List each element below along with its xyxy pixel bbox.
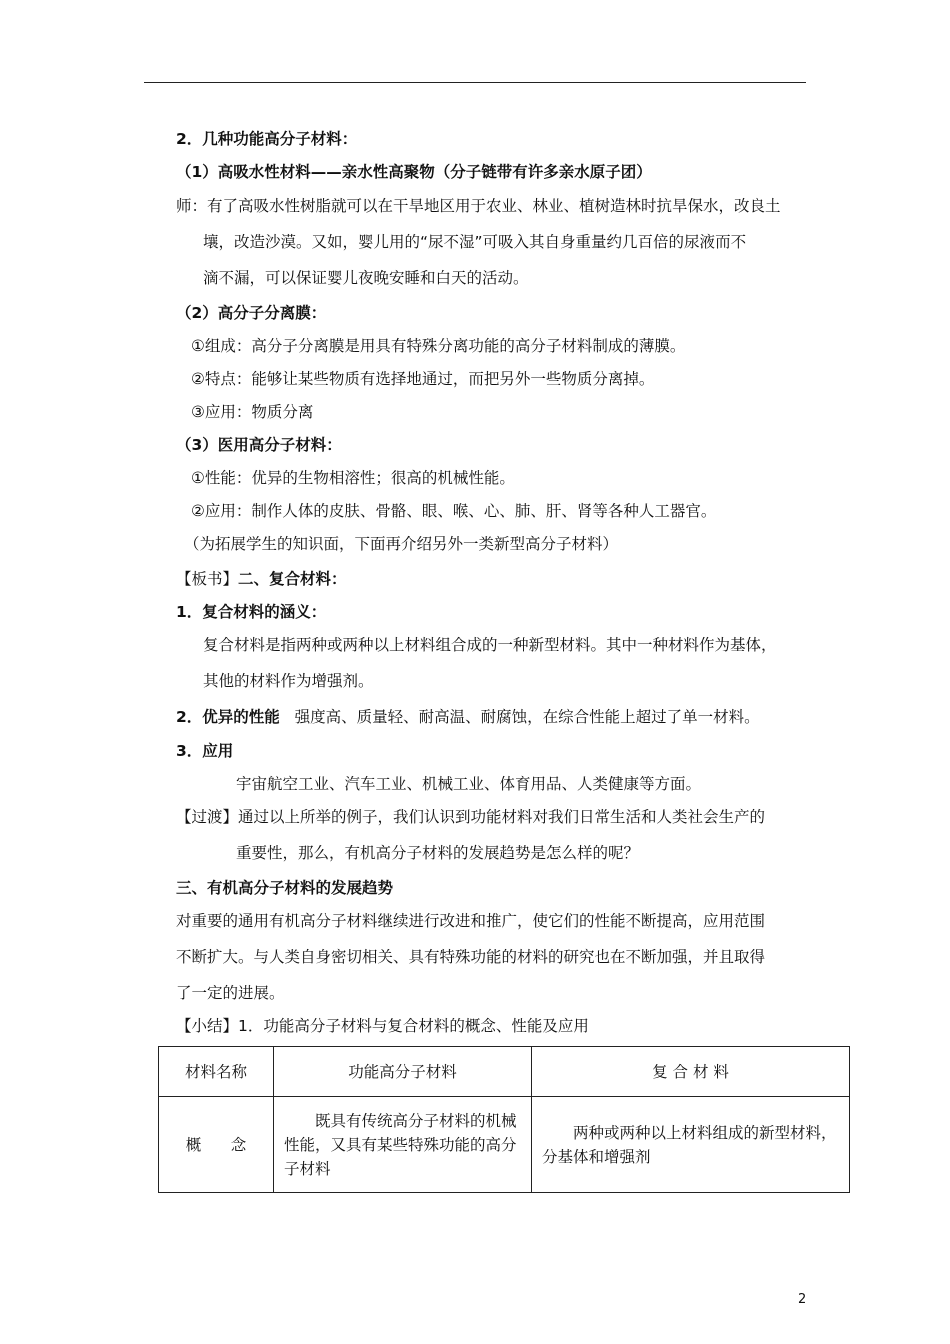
paragraph-line: 其他的材料作为增强剂。	[203, 672, 374, 690]
paragraph-line: 不断扩大。与人类自身密切相关、具有特殊功能的材料的研究也在不断加强，并且取得	[176, 948, 766, 966]
table-header-cell: 复 合 材 料	[532, 1047, 850, 1097]
table-cell: 两种或两种以上材料组成的新型材料，分基体和增强剂	[532, 1097, 850, 1193]
paragraph-line: 了一定的进展。	[176, 984, 285, 1002]
paragraph-line: 壤，改造沙漠。又如，婴儿用的“尿不湿”可吸入其自身重量约几百倍的尿液而不	[203, 233, 747, 251]
heading-development-trend: 三、有机高分子材料的发展趋势	[176, 879, 394, 897]
list-item: ①组成：高分子分离膜是用具有特殊分离功能的高分子材料制成的薄膜。	[191, 337, 686, 355]
properties-text: 强度高、质量轻、耐高温、耐腐蚀，在综合性能上超过了单一材料。	[279, 708, 760, 726]
table-row	[159, 1097, 850, 1193]
heading-composite-meaning: 1．复合材料的涵义：	[176, 603, 327, 621]
list-item: ③应用：物质分离	[191, 403, 314, 421]
board-heading-composites	[176, 568, 347, 590]
board-prefix: 【板书】	[176, 570, 239, 588]
paragraph-line: 重要性，那么，有机高分子材料的发展趋势是怎么样的呢？	[236, 844, 640, 862]
heading-properties	[176, 706, 760, 728]
summary-table	[158, 1046, 850, 1193]
table-cell: 既具有传统高分子材料的机械性能，又具有某些特殊功能的高分子材料	[274, 1097, 532, 1193]
board-title: 二、复合材料：	[238, 570, 347, 588]
table-header-cell: 材料名称	[159, 1047, 274, 1097]
paragraph-line: 宇宙航空工业、汽车工业、机械工业、体育用品、人类健康等方面。	[236, 775, 702, 793]
heading-applications: 3．应用	[176, 742, 234, 760]
properties-title: 2．优异的性能	[176, 708, 280, 726]
page-number: 2	[798, 1292, 807, 1307]
subheading-superabsorbent: （1）高吸水性材料——亲水性高聚物（分子链带有许多亲水原子团）	[176, 163, 652, 181]
summary-line: 【小结】1．功能高分子材料与复合材料的概念、性能及应用	[176, 1017, 589, 1035]
paragraph-line: 滴不漏，可以保证婴儿夜晚安睡和白天的活动。	[203, 269, 529, 287]
subheading-separation-membrane: （2）高分子分离膜：	[176, 304, 327, 322]
paragraph-line: 对重要的通用有机高分子材料继续进行改进和推广，使它们的性能不断提高，应用范围	[176, 912, 766, 930]
list-item: ②特点：能够让某些物质有选择地通过，而把另外一些物质分离掉。	[191, 370, 655, 388]
table-cell-label: 概 念	[159, 1097, 274, 1193]
paragraph-line: 复合材料是指两种或两种以上材料组合成的一种新型材料。其中一种材料作为基体，	[203, 636, 777, 654]
subheading-medical-polymers: （3）医用高分子材料：	[176, 436, 342, 454]
note-line: （为拓展学生的知识面，下面再介绍另外一类新型高分子材料）	[184, 535, 619, 553]
table-header-cell: 功能高分子材料	[274, 1047, 532, 1097]
header-rule	[144, 82, 806, 83]
transition-line: 【过渡】通过以上所举的例子，我们认识到功能材料对我们日常生活和人类社会生产的	[176, 808, 766, 826]
list-item: ②应用：制作人体的皮肤、骨骼、眼、喉、心、肺、肝、肾等各种人工器官。	[191, 502, 717, 520]
list-item: ①性能：优异的生物相溶性；很高的机械性能。	[191, 469, 515, 487]
heading-functional-polymers: 2．几种功能高分子材料：	[176, 130, 358, 148]
paragraph-line: 师：有了高吸水性树脂就可以在干旱地区用于农业、林业、植树造林时抗旱保水，改良土	[176, 197, 781, 215]
table-header-row	[159, 1047, 850, 1097]
